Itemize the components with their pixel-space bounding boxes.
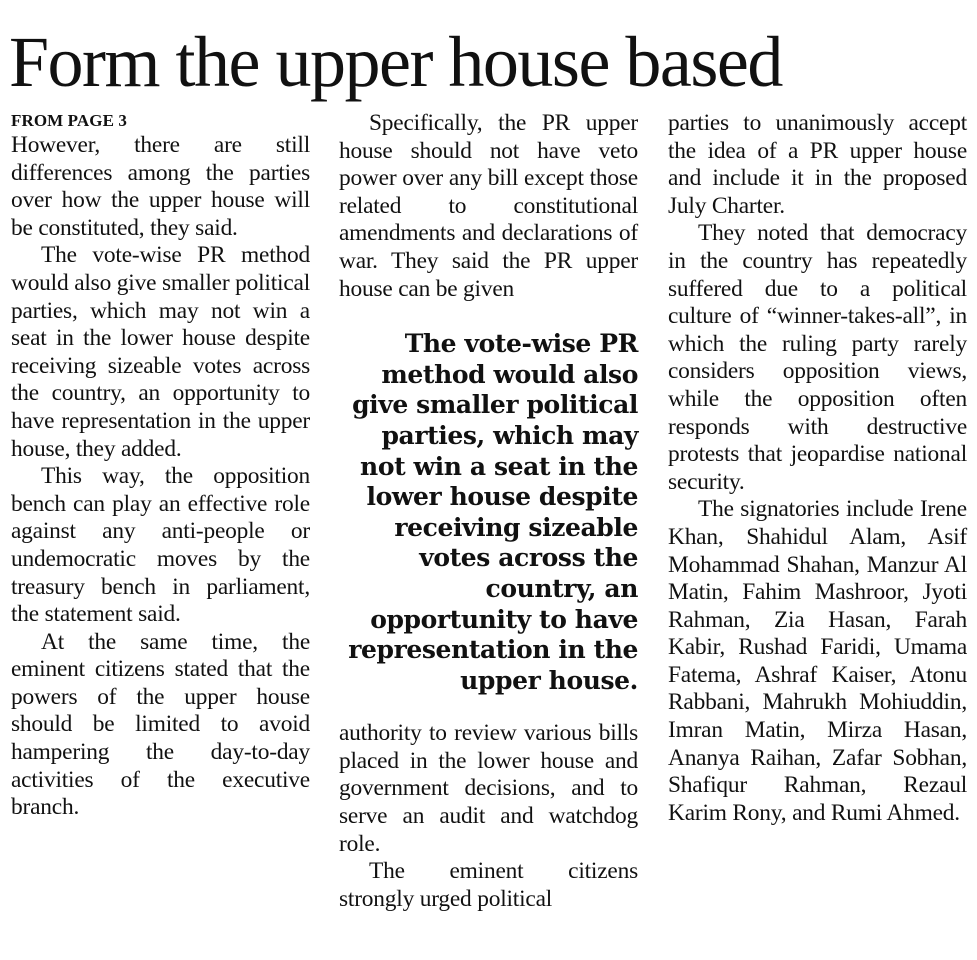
column-2: [339, 110, 638, 913]
paragraph: However, there are still differences among the parties over how the upper house will be constituted, they said.: [11, 132, 310, 241]
paragraph: At the same time, the eminent citizens stated that the powers of the upper house should be limited to avoid hampering the day-to-day activities of the executive branch.: [11, 628, 310, 821]
pull-quote: The vote-wise PR method would also give smaller political parties, which may not win a seat in the lower house despite receiving sizeable votes across the country, an opportunity to have representation in the upper house.: [348, 329, 638, 695]
continued-from-label: FROM PAGE 3: [11, 111, 127, 130]
paragraph: This way, the opposition bench can play an effective role against any anti-people or undemocratic moves by the treasury bench in parliament, the statement said.: [11, 463, 310, 628]
paragraph: The vote-wise PR method would also give smaller political parties, which may not win a seat in the lower house despite receiving sizeable votes across the country, an opportunity to have representation in the upper house, they added.: [11, 242, 310, 462]
paragraph: They noted that democracy in the country has repeatedly suffered due to a political culture of “winner-takes-all”, in which the ruling party rarely considers opposition views, while the opposition often responds with destructive protests that jeopardise national security.: [668, 220, 967, 495]
column-1: [11, 110, 310, 822]
paragraph: Specifically, the PR upper house should not have veto power over any bill except those related to constitutional amendments and declarations of war. They said the PR upper house can be given: [339, 110, 638, 302]
paragraph: The signatories include Irene Khan, Shahidul Alam, Asif Mohammad Shahan, Manzur Al Matin, Fahim Mashroor, Jyoti Rahman, Zia Hasan, Farah Kabir, Rushad Faridi, Umama Fatema, Ashraf Kaiser, Atonu Rabbani, Mahrukh Mohiuddin, Imran Matin, Mirza Hasan, Ananya Raihan, Zafar Sobhan, Shafiqur Rahman, Rezaul Karim Rony, and Rumi Ahmed.: [668, 496, 967, 826]
paragraph: The eminent citizens strongly urged political: [339, 858, 638, 912]
paragraph-continued: authority to review various bills placed in the lower house and government decisions, and to serve an audit and watchdog role.: [339, 720, 638, 857]
headline: Form the upper house based: [9, 22, 782, 102]
paragraph-continued: parties to unanimously accept the idea of a PR upper house and include it in the proposed July Charter.: [668, 110, 967, 219]
column-3: [668, 110, 967, 827]
